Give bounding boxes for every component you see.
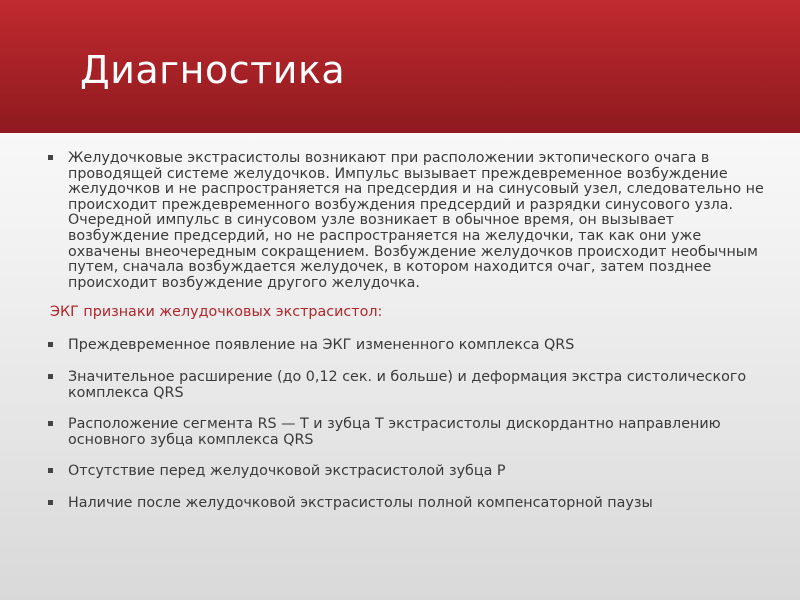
intro-paragraph xyxy=(48,151,766,291)
bullet-icon xyxy=(48,374,53,379)
bullet-icon xyxy=(48,500,53,505)
intro-text: Желудочковые экстрасистолы возникают при расположении эктопического очага в проводящей системе желудочков. Импульс вызывает преждевременное возбуждение желудочков и не распространяется на предсердия и на синусовый узел, следовательно не происходит преждевременного возбуждения предсердий и разрядки синусового узла. Очередной импульс в синусовом узле возникает в обычное время, он вызывает возбуждение предсердий, но не распространяется на желудочки, так как они уже охвачены внеочередным сокращением. Возбуждение желудочков происходит необычным путем, сначала возбуждается желудочек, в котором находится очаг, затем позднее происходит возбуждение другого желудочка. xyxy=(68,150,764,291)
list-item xyxy=(48,417,766,448)
list-item xyxy=(48,464,766,480)
slide-body xyxy=(48,151,766,528)
list-item xyxy=(48,496,766,512)
slide-title: Диагностика xyxy=(80,48,346,92)
ekg-heading: ЭКГ признаки желудочковых экстрасистол: xyxy=(50,304,383,321)
list-item xyxy=(48,370,766,401)
bullet-icon xyxy=(48,155,53,160)
list-item xyxy=(48,338,766,354)
bullet-icon xyxy=(48,421,53,426)
bullet-icon xyxy=(48,468,53,473)
list-item-text: Значительное расширение (до 0,12 сек. и больше) и деформация экстра систолического комплекса QRS xyxy=(68,368,747,401)
list-item-text: Отсутствие перед желудочковой экстрасистолой зубца P xyxy=(68,463,506,480)
title-banner xyxy=(0,0,800,133)
list-item-text: Расположение сегмента RS — T и зубца T экстрасистолы дискордантно направлению основного зубца комплекса QRS xyxy=(68,416,721,448)
list-item-text: Наличие после желудочковой экстрасистолы полной компенсаторной паузы xyxy=(68,494,653,511)
bullet-icon xyxy=(48,342,53,347)
list-item-text: Преждевременное появление на ЭКГ измененного комплекса QRS xyxy=(68,337,575,354)
